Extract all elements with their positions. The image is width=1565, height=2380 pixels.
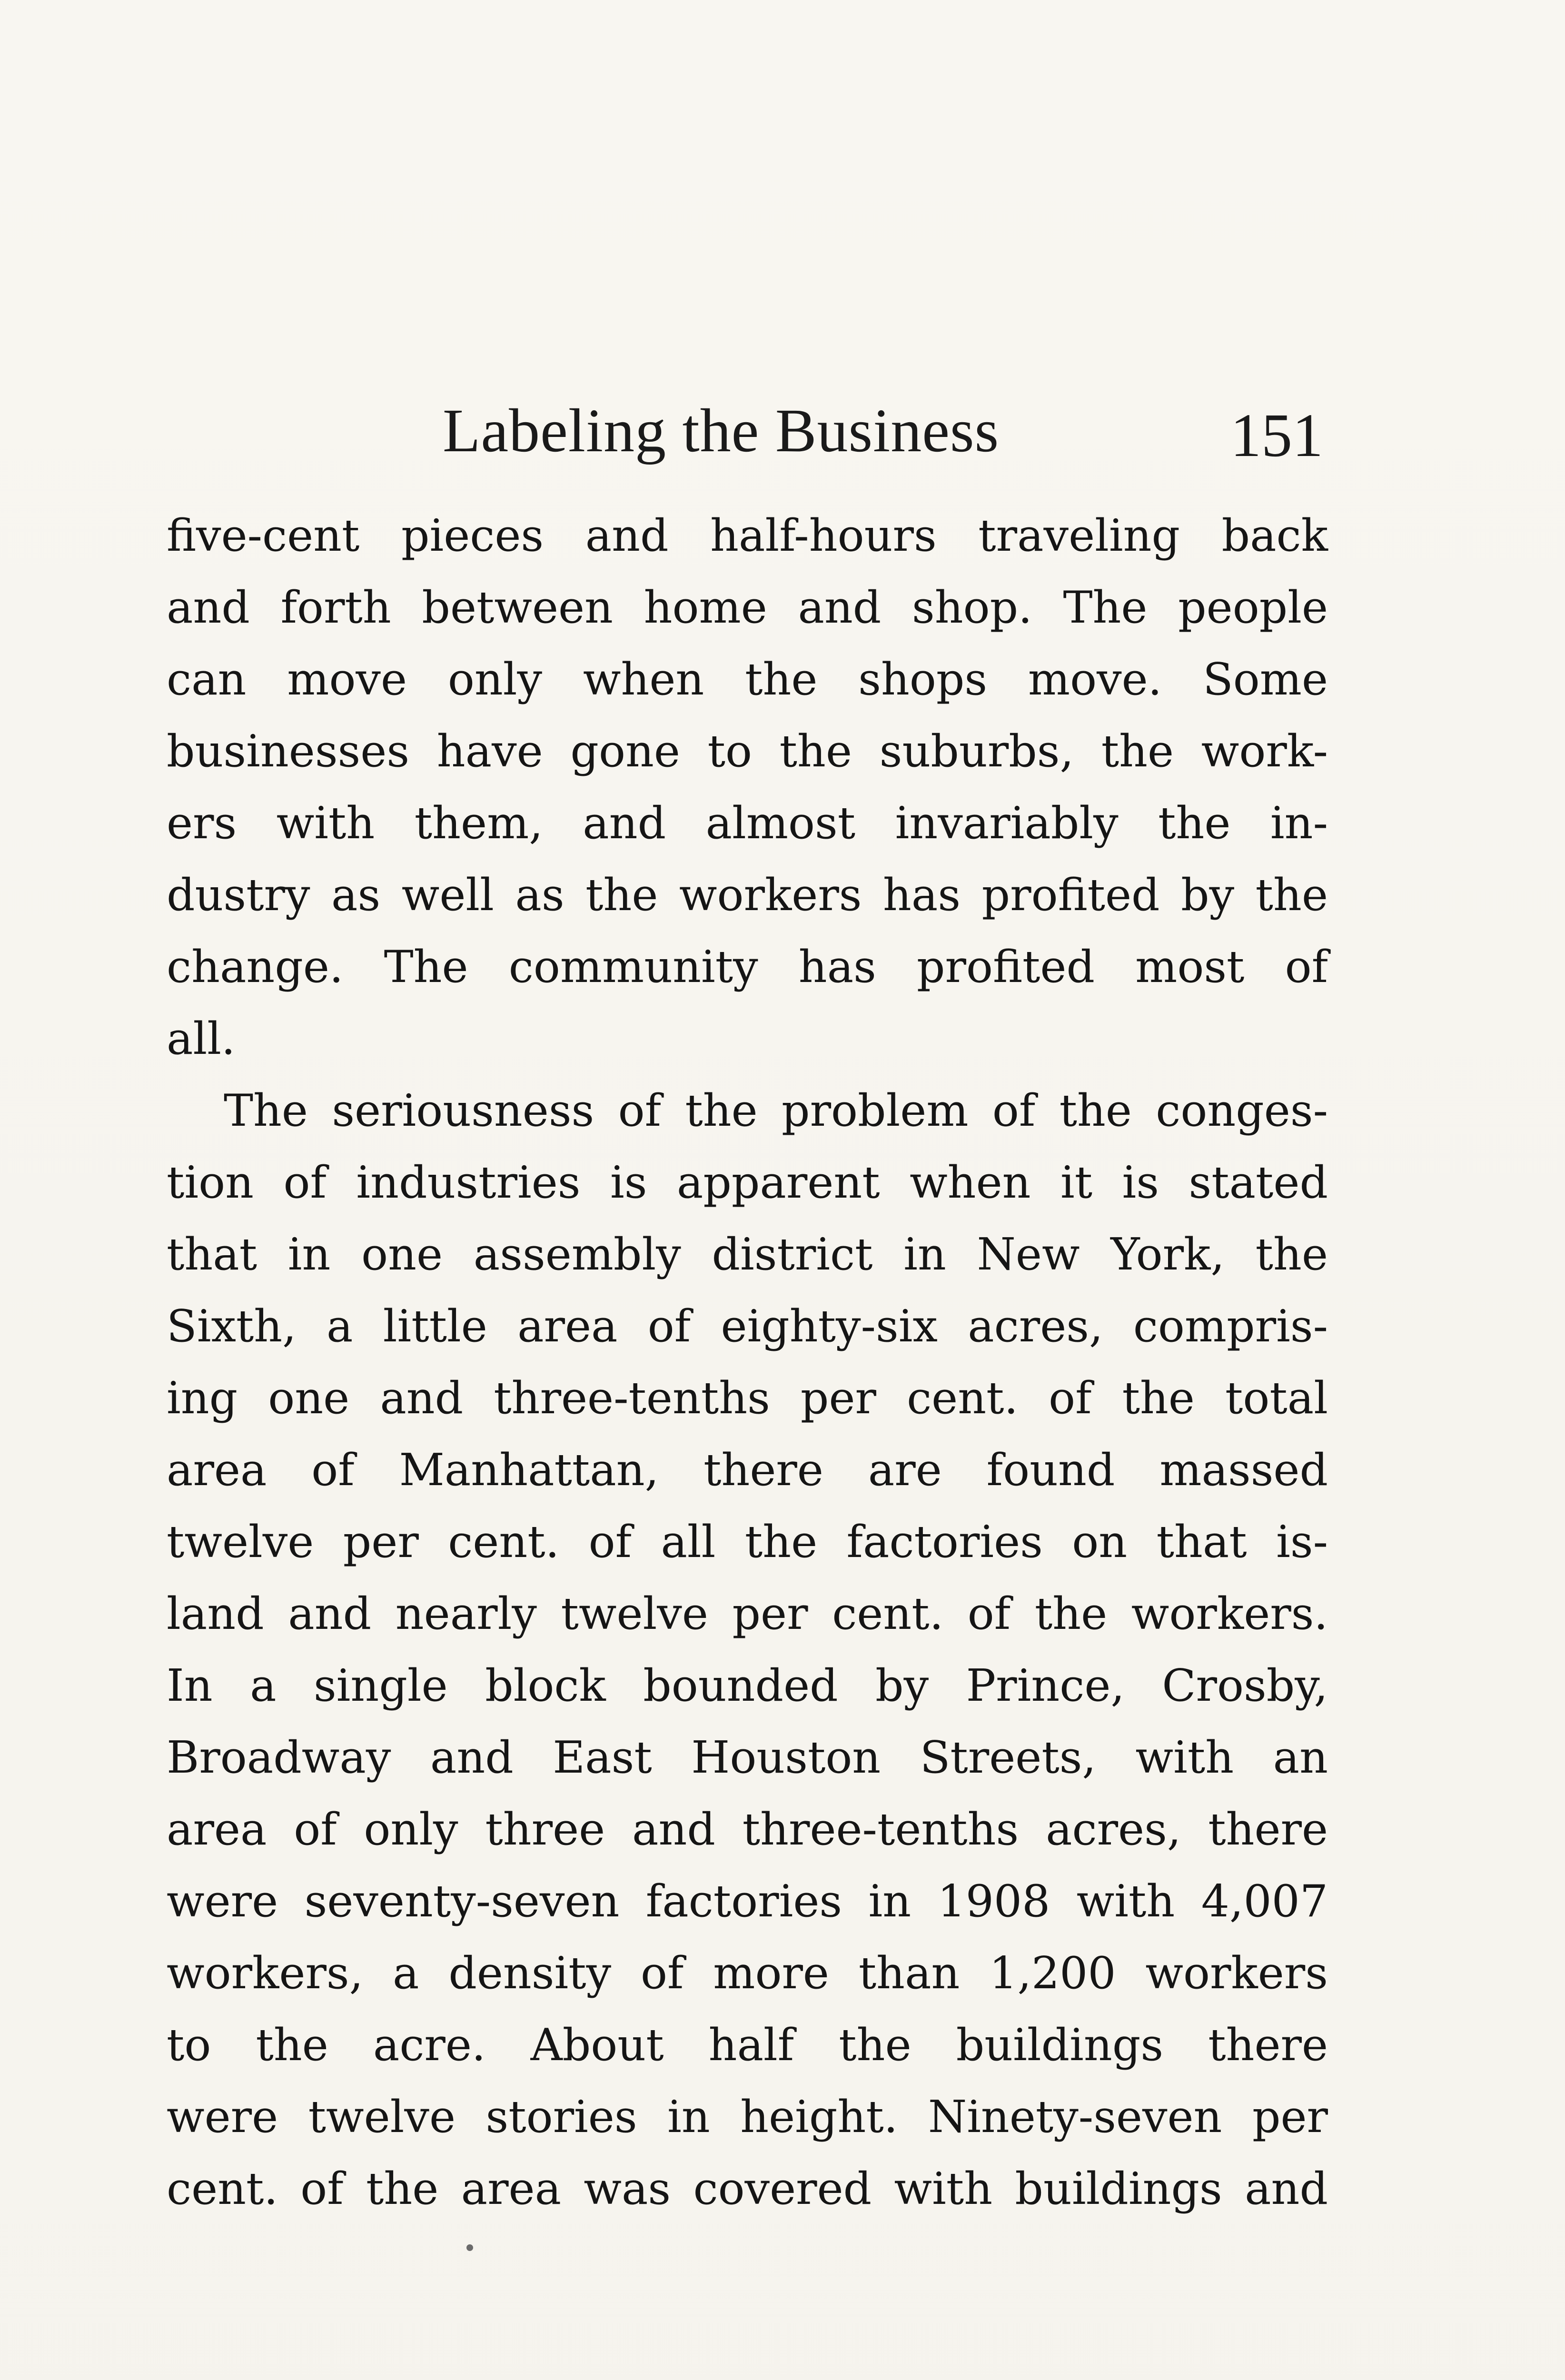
text-line: ers with them, and almost invariably the in- [167,797,1328,849]
text-line: were seventy-seven factories in 1908 with 4,007 [167,1875,1328,1927]
text-line: that in one assembly district in New York, the [167,1229,1328,1280]
text-line: and forth between home and shop. The people [167,582,1328,633]
running-head [443,395,1323,470]
ink-speck [466,2244,473,2251]
text-line: land and nearly twelve per cent. of the workers. [167,1588,1328,1639]
text-line: change. The community has profited most of [167,941,1328,992]
text-line: area of Manhattan, there are found massed [167,1444,1328,1496]
text-line: tion of industries is apparent when it is stated [167,1157,1328,1208]
text-line: Sixth, a little area of eighty-six acres, compris- [167,1300,1328,1352]
text-line: five-cent pieces and half-hours traveling back [167,510,1328,561]
text-line: can move only when the shops move. Some [167,654,1328,705]
text-line: to the acre. About half the buildings there [167,2019,1328,2071]
text-line: Broadway and East Houston Streets, with an [167,1732,1328,1783]
text-line: In a single block bounded by Prince, Crosby, [167,1660,1328,1711]
text-line: ing one and three-tenths per cent. of the total [167,1372,1328,1424]
text-line: were twelve stories in height. Ninety-seven per [167,2091,1328,2142]
body-text [167,500,1328,2225]
text-line: all. [167,1013,236,1064]
text-line: cent. of the area was covered with buildings and [167,2163,1328,2214]
text-line: workers, a density of more than 1,200 workers [167,1947,1328,1999]
page-number: 151 [1230,401,1323,470]
running-head-title: Labeling the Business [443,397,1000,465]
text-line: businesses have gone to the suburbs, the work- [167,725,1328,777]
text-line: The seriousness of the problem of the conges- [224,1085,1328,1136]
text-line: dustry as well as the workers has profited by the [167,869,1328,921]
text-line: twelve per cent. of all the factories on that is- [167,1516,1328,1567]
text-line: area of only three and three-tenths acres, there [167,1804,1328,1855]
